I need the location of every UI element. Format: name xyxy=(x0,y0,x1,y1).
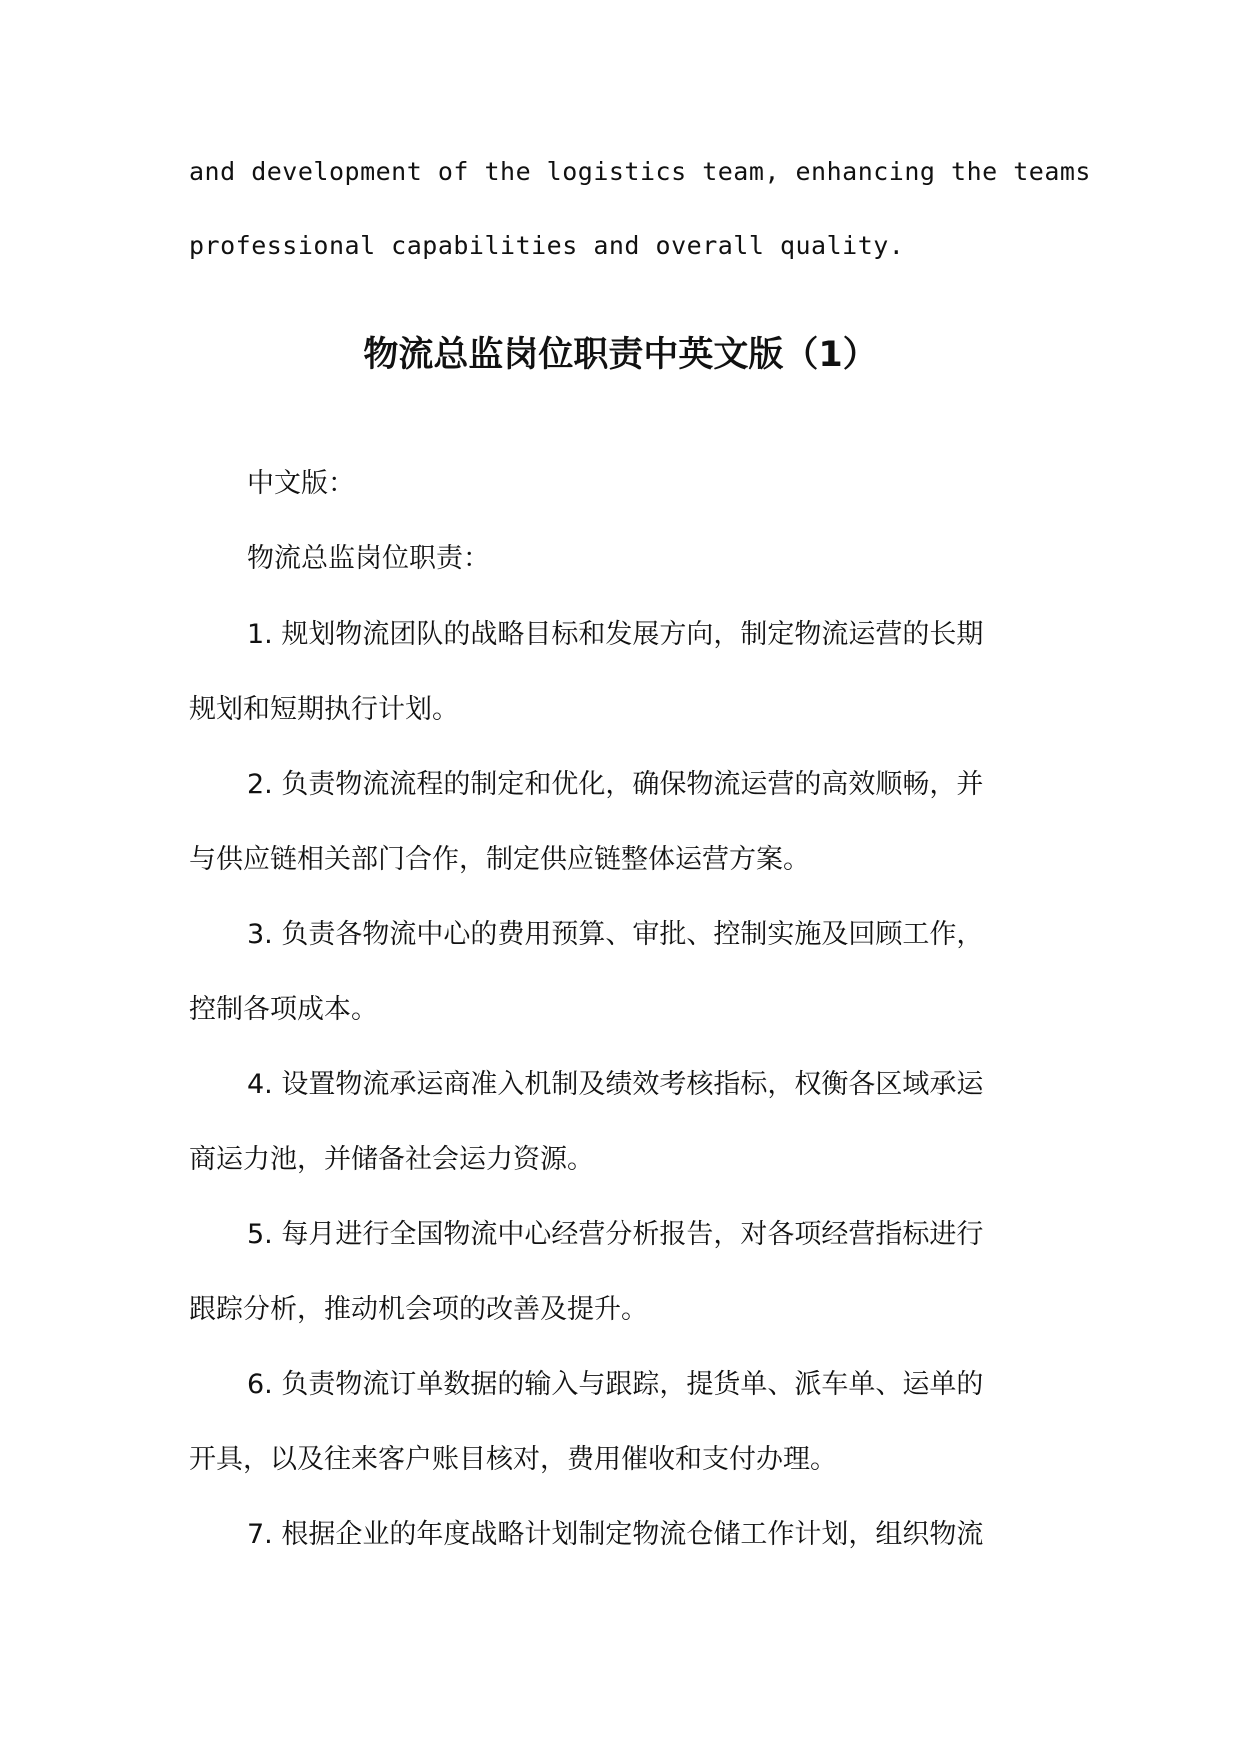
item-5-line-1: 5. 每月进行全国物流中心经营分析报告，对各项经营指标进行 xyxy=(247,1219,984,1250)
item-4-line-1: 4. 设置物流承运商准入机制及绩效考核指标，权衡各区域承运 xyxy=(247,1069,984,1100)
section-label: 中文版： xyxy=(247,468,355,499)
item-7-line-1: 7. 根据企业的年度战略计划制定物流仓储工作计划，组织物流 xyxy=(247,1519,984,1550)
item-2-line-1: 2. 负责物流流程的制定和优化，确保物流运营的高效顺畅，并 xyxy=(247,769,984,800)
item-1-line-2: 规划和短期执行计划。 xyxy=(189,694,459,725)
english-text-line-1: and development of the logistics team, enhancing the teams xyxy=(189,157,1091,186)
item-3-line-2: 控制各项成本。 xyxy=(189,994,378,1025)
subheading: 物流总监岗位职责： xyxy=(247,543,490,574)
item-3-line-1: 3. 负责各物流中心的费用预算、审批、控制实施及回顾工作， xyxy=(247,919,984,950)
item-6-line-1: 6. 负责物流订单数据的输入与跟踪，提货单、派车单、运单的 xyxy=(247,1369,984,1400)
item-1-line-1: 1. 规划物流团队的战略目标和发展方向，制定物流运营的长期 xyxy=(247,619,984,650)
item-2-line-2: 与供应链相关部门合作，制定供应链整体运营方案。 xyxy=(189,844,810,875)
document-title: 物流总监岗位职责中英文版（1） xyxy=(363,335,878,375)
item-5-line-2: 跟踪分析，推动机会项的改善及提升。 xyxy=(189,1294,648,1325)
item-6-line-2: 开具，以及往来客户账目核对，费用催收和支付办理。 xyxy=(189,1444,837,1475)
item-4-line-2: 商运力池，并储备社会运力资源。 xyxy=(189,1144,594,1175)
english-text-line-2: professional capabilities and overall quality. xyxy=(189,231,905,260)
